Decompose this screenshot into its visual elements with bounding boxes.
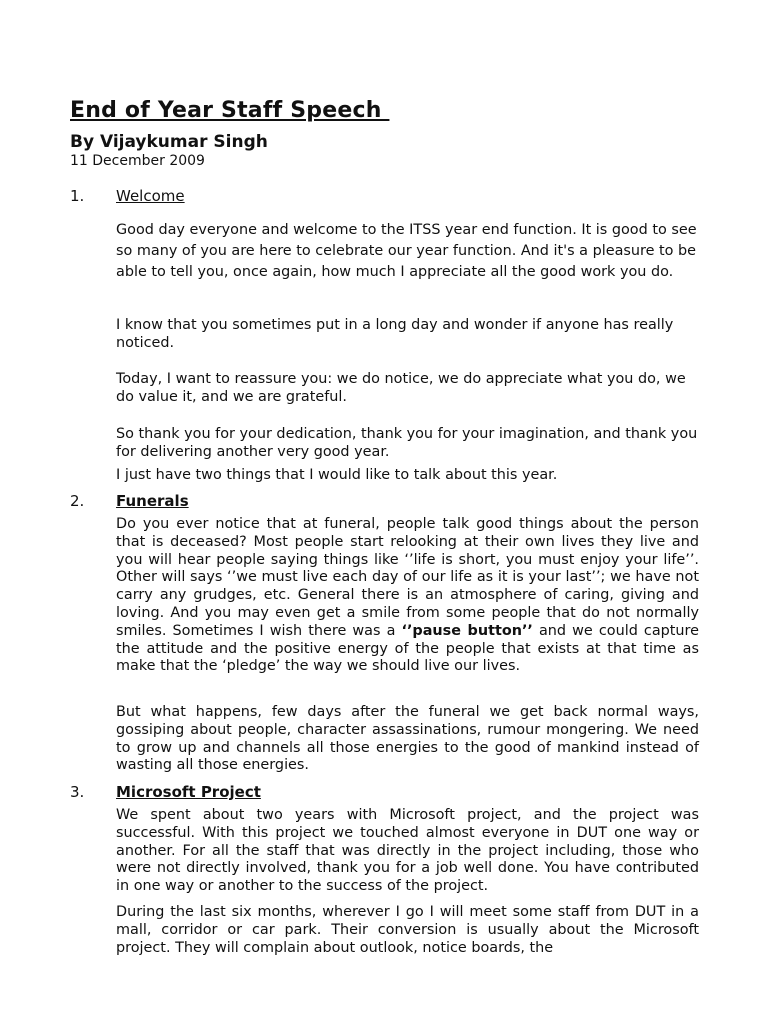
paragraph-text: and we could capture the attitude and the positive energy of the people that exists at that time as make that the ‘pledge’ the way we should live our lives.	[116, 622, 700, 675]
paragraph: Good day everyone and welcome to the ITSS year end function. It is good to see so many of you are here to celebrate our year function. And it's a pleasure to be able to tell you, once again, how much I appreciate all the good work you do.	[116, 222, 697, 280]
paragraph: But what happens, few days after the funeral we get back normal ways, gossiping about people, character assassinations, rumour mongering. We need to grow up and channels all those energies to the good of mankind instead of wasting all those energies.	[116, 704, 699, 774]
section-number: 2.	[70, 492, 85, 510]
paragraph: During the last six months, wherever I go I will meet some staff from DUT in a mall, corridor or car park. Their conversion is usually about the Microsoft project. They will complain about outlook, notice boards, the	[116, 904, 699, 956]
paragraph: So thank you for your dedication, thank you for your imagination, and thank you for delivering another very good year.	[116, 426, 698, 460]
paragraph: We spent about two years with Microsoft project, and the project was successful. With this project we touched almost everyone in DUT one way or another. For all the staff that was directly in the project including, those who were not directly involved, thank you for a job well done. You have contributed in one way or another to the success of the project.	[116, 807, 699, 895]
section-heading-welcome: Welcome	[116, 187, 185, 205]
paragraph	[116, 516, 699, 676]
paragraph-text: Do you ever notice that at funeral, people talk good things about the person that is deceased? Most people start relooking at their own lives they live and you will hear people saying things like ‘’life is short, you must enjoy your life’’. Other will says ‘’we must live each day of our life as it is your last’’; we have not carry any grudges, etc. General there is an atmosphere of caring, giving and loving. And you may even get a smile from some people that do not normally smiles. Sometimes I wish there was a	[116, 516, 699, 639]
section-number: 1.	[70, 187, 85, 205]
paragraph: I just have two things that I would like to talk about this year.	[116, 467, 558, 483]
author-byline: By Vijaykumar Singh	[70, 132, 268, 152]
document-title: End of Year Staff Speech	[70, 98, 390, 123]
section-heading-funerals: Funerals	[116, 492, 189, 510]
section-heading-microsoft-project: Microsoft Project	[116, 783, 261, 801]
paragraph: Today, I want to reassure you: we do notice, we do appreciate what you do, we do value it, and we are grateful.	[116, 371, 686, 405]
pause-button-emphasis: ‘’pause button’’	[401, 622, 533, 639]
speech-date: 11 December 2009	[70, 153, 205, 169]
paragraph: I know that you sometimes put in a long day and wonder if anyone has really noticed.	[116, 317, 674, 351]
section-number: 3.	[70, 783, 85, 801]
